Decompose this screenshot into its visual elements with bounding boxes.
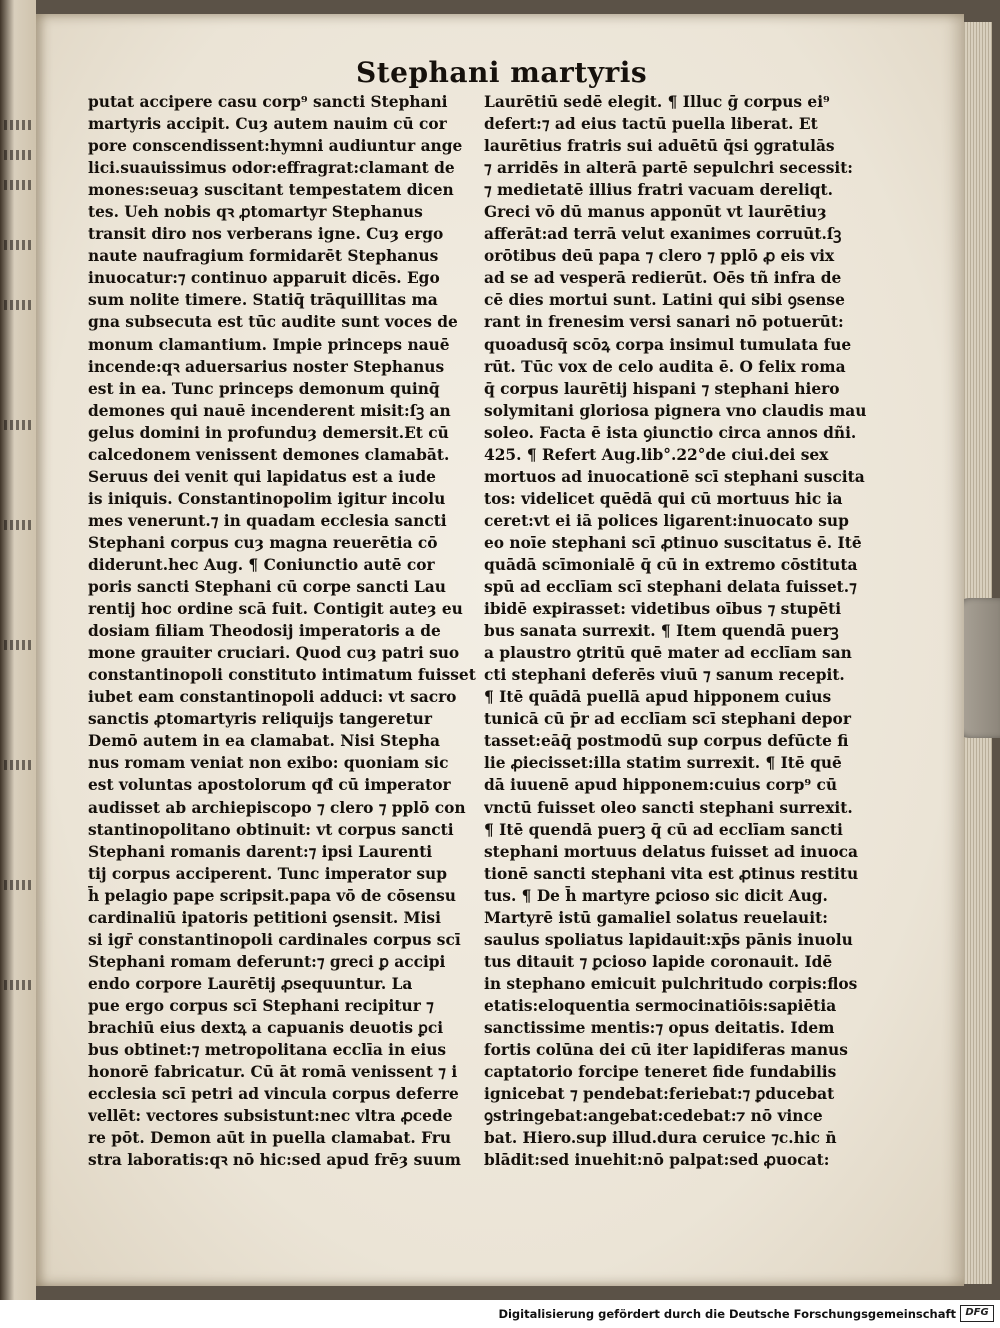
- text-line: mone grauiter cruciari. Quod cuȝ patri suo: [88, 644, 460, 663]
- text-line: re pōt. Demon aūt in puella clamabat. Fru: [88, 1129, 452, 1148]
- sliver-text-line: [4, 760, 34, 770]
- sliver-text-line: [4, 880, 34, 890]
- text-line: a plaustro ꝯtritū quē mater ad ecclīam san: [484, 644, 852, 663]
- text-line: cardinaliū ipatoris petitioni ꝯsensit. Misi: [88, 908, 441, 927]
- text-line: naute naufragium formidarēt Stephanus: [88, 247, 439, 266]
- text-line: vellēt: vectores subsistunt:nec vltra ꝓcede: [88, 1107, 453, 1126]
- text-line: putat accipere casu corp⁹ sancti Stephani: [88, 93, 448, 111]
- text-line: vnctū fuisset oleo sancti stephani surrexit.: [484, 798, 853, 817]
- running-head: Stephani martyris: [356, 56, 648, 89]
- text-line: laurētius fratris sui aduētū q̄si ꝯgratulās: [484, 137, 835, 156]
- text-line: diderunt.hec Aug. ¶ Coniunctio autē cor: [88, 555, 435, 574]
- text-line: afferāt:ad terrā velut exanimes corruūt.ſꝫ: [484, 225, 842, 244]
- text-line: etatis:eloquentia sermocinatiōis:sapiētia: [484, 996, 837, 1015]
- text-line: martyris accipit. Cuȝ autem nauim cū cor: [88, 115, 447, 134]
- sliver-text-line: [4, 120, 34, 130]
- text-line: bus sanata surrexit. ¶ Item quendā puerꝫ: [484, 622, 839, 641]
- text-line: poris sancti Stephani cū corpe sancti Lau: [88, 578, 446, 597]
- text-line: stra laboratis:qꝛ nō hic:sed apud frēȝ suum: [88, 1151, 461, 1170]
- text-line: orōtibus deū papa ⁊ clero ⁊ pplō ꝓ eis vix: [484, 247, 835, 266]
- text-line: Stephani romam deferunt:⁊ greci ꝑ accipi: [88, 952, 446, 971]
- text-line: nus romam veniat non exibo: quoniam sic: [88, 754, 449, 773]
- text-line: mortuos ad inuocationē scī stephani suscita: [484, 467, 865, 486]
- text-line: Demō autem in ea clamabat. Nisi Stepha: [88, 732, 441, 751]
- text-line: Laurētiū sedē elegit. ¶ Illuc ḡ corpus ei⁹: [484, 93, 830, 111]
- text-line: constantinopoli constituto intimatum fuisset: [88, 666, 476, 685]
- sliver-text-line: [4, 420, 34, 430]
- text-line: Stephani corpus cuȝ magna reuerētia cō: [88, 533, 438, 552]
- sliver-text-line: [4, 180, 34, 190]
- text-line: ꝯstringebat:angebat:cedebat:⁊ nō vince: [484, 1107, 823, 1126]
- text-line: inuocatur:⁊ continuo apparuit dicēs. Ego: [88, 269, 440, 288]
- text-line: si igr̄ constantinopoli cardinales corpus scī: [88, 930, 461, 949]
- text-line: Greci vō dū manus apponūt vt laurētiuȝ: [484, 203, 827, 222]
- text-line: brachiū eius dextꝝ a capuanis deuotis ꝑci: [88, 1018, 444, 1037]
- text-line: gna subsecuta est tūc audite sunt voces de: [88, 313, 458, 332]
- text-line: sanctissime mentis:⁊ opus deitatis. Idem: [484, 1018, 835, 1037]
- text-line: mones:seuaȝ suscitant tempestatem dicen: [88, 181, 454, 200]
- text-line: tij corpus acciperent. Tunc imperator sup: [88, 864, 448, 883]
- text-line: ⁊ arridēs in alterā partē sepulchri secessit:: [484, 159, 853, 178]
- text-line: pore conscendissent:hymni audiuntur ange: [88, 137, 463, 156]
- text-line: est in ea. Tunc princeps demonum quinq̄: [88, 379, 440, 398]
- text-line: ⁊ medietatē illius fratri vacuam dereliqt.: [484, 181, 834, 200]
- text-line: mes venerunt.⁊ in quadam ecclesia sancti: [88, 511, 447, 530]
- text-line: cē dies mortui sunt. Latini qui sibi ꝯsense: [484, 291, 845, 310]
- text-line: sanctis ꝓtomartyris reliquijs tangeretur: [88, 710, 432, 729]
- text-line: Martyrē istū gamaliel solatus reuelauit:: [484, 908, 828, 927]
- text-line: blādit:sed inuehit:nō palpat:sed ꝓuocat:: [484, 1151, 830, 1170]
- footer-credit: Digitalisierung gefördert durch die Deutsche Forschungsgemeinschaft: [498, 1307, 956, 1321]
- text-line: spū ad ecclīam scī stephani delata fuisset.⁊: [484, 578, 857, 597]
- text-line: cti stephani deferēs viuū ⁊ sanum recepit.: [484, 666, 845, 685]
- text-line: ceret:vt ei iā polices ligarent:inuocato sup: [484, 511, 849, 530]
- text-line: soleo. Facta ē ista ꝯiunctio circa annos dñi.: [484, 423, 857, 442]
- text-line: tes. Ueh nobis qꝛ ꝓtomartyr Stephanus: [88, 203, 423, 222]
- text-line: endo corpore Laurētij ꝓsequuntur. La: [88, 974, 413, 993]
- text-line: stantinopolitano obtinuit: vt corpus sancti: [88, 820, 454, 839]
- text-line: lici.suauissimus odor:effragrat:clamant de: [88, 159, 455, 178]
- text-line: Stephani romanis darent:⁊ ipsi Laurenti: [88, 842, 433, 861]
- text-line: ecclesia scī petri ad vincula corpus deferre: [88, 1085, 459, 1104]
- sliver-text-line: [4, 980, 34, 990]
- text-line: h̄ pelagio pape scripsit.papa vō de cōsensu: [88, 886, 456, 905]
- text-line: honorē fabricatur. Cū āt romā venissent ⁊ i: [88, 1063, 458, 1082]
- sliver-text-line: [4, 300, 34, 310]
- text-line: pue ergo corpus scī Stephani recipitur ⁊: [88, 996, 434, 1015]
- text-line: tus. ¶ De h̄ martyre ꝑcioso sic dicit Aug.: [484, 886, 828, 905]
- text-line: lie ꝓiecisset:illa statim surrexit. ¶ Itē quē: [484, 754, 842, 773]
- sliver-text-line: [4, 520, 34, 530]
- footer-bar: [0, 1300, 1000, 1328]
- text-line: tos: videlicet quēdā qui cū mortuus hic ia: [484, 489, 843, 508]
- text-line: rentij hoc ordine scā fuit. Contigit auteȝ eu: [88, 600, 463, 619]
- text-line: captatorio forcipe teneret fide fundabilis: [484, 1063, 837, 1082]
- text-line: dosiam filiam Theodosij imperatoris a de: [88, 622, 441, 641]
- text-line: tus ditauit ⁊ ꝑcioso lapide coronauit. Idē: [484, 952, 833, 971]
- text-line: ¶ Itē quādā puellā apud hipponem cuius: [484, 688, 832, 707]
- text-line: rant in frenesim versi sanari nō potuerūt:: [484, 313, 844, 332]
- dfg-logo: DFG: [960, 1305, 994, 1322]
- text-line: ad se ad vesperā redierūt. Oēs tñ infra de: [484, 269, 842, 288]
- text-line: calcedonem venissent demones clamabāt.: [88, 445, 450, 464]
- text-line: tionē sancti stephani vita est ꝓtinus restitu: [484, 864, 859, 883]
- text-line: 425. ¶ Refert Aug.lib°.22°de ciui.dei sex: [484, 445, 829, 464]
- text-line: sum nolite timere. Statiq̄ trāquillitas ma: [88, 291, 438, 310]
- text-line: tunicā cū p̄r ad ecclīam scī stephani depor: [484, 710, 851, 729]
- text-line: incende:qꝛ aduersarius noster Stephanus: [88, 357, 445, 376]
- text-line: quādā scīmonialē q̄ cū in extremo cōstituta: [484, 555, 858, 574]
- text-line: Seruus dei venit qui lapidatus est a iude: [88, 467, 436, 486]
- text-line: audisset ab archiepiscopo ⁊ clero ⁊ pplō con: [88, 798, 466, 817]
- text-line: quoadusq̄ scōꝝ corpa insimul tumulata fue: [484, 335, 852, 354]
- text-line: ibidē expirasset: videtibus oībus ⁊ stupēti: [484, 600, 842, 619]
- text-line: fortis colūna dei cū iter lapidiferas manus: [484, 1041, 848, 1060]
- text-line: tasset:eāq̄ postmodū sup corpus defūcte fi: [484, 732, 849, 751]
- text-line: dā iuuenē apud hipponem:cuius corp⁹ cū: [484, 776, 838, 795]
- left-text-column: [88, 91, 478, 1171]
- text-line: transit diro nos verberans igne. Cuȝ ergo: [88, 225, 444, 244]
- text-line: eo noīe stephani scī ꝓtinuo suscitatus ē. Itē: [484, 533, 862, 552]
- text-line: bat. Hiero.sup illud.dura ceruice ⁊c.hic n̄: [484, 1129, 837, 1148]
- text-line: ¶ Itē quendā puerꝫ q̄ cū ad ecclīam sancti: [484, 820, 843, 839]
- text-line: iubet eam constantinopoli adduci: vt sacro: [88, 688, 457, 707]
- text-line: stephani mortuus delatus fuisset ad inuoca: [484, 842, 858, 861]
- text-line: est voluntas apostolorum qđ cū imperator: [88, 776, 451, 795]
- text-line: solymitani gloriosa pignera vno claudis mau: [484, 401, 867, 420]
- left-page-sliver: [0, 0, 36, 1300]
- text-line: q̄ corpus laurētij hispani ⁊ stephani hiero: [484, 379, 840, 398]
- text-line: saulus spoliatus lapidauit:xp̄s pānis inuolu: [484, 930, 853, 949]
- sliver-text-line: [4, 150, 34, 160]
- text-line: in stephano emicuit pulchritudo corpis:flos: [484, 974, 858, 993]
- text-line: bus obtinet:⁊ metropolitana ecclīa in eius: [88, 1041, 447, 1060]
- text-line: monum clamantium. Impie princeps nauē: [88, 335, 450, 354]
- sliver-text-line: [4, 240, 34, 250]
- text-line: demones qui nauē incenderent misit:ſꝫ an: [88, 401, 451, 420]
- right-text-column: [484, 91, 876, 1171]
- sliver-text-line: [4, 640, 34, 650]
- text-line: defert:⁊ ad eius tactū puella liberat. Et: [484, 115, 818, 134]
- text-line: ignicebat ⁊ pendebat:feriebat:⁊ ꝑducebat: [484, 1085, 835, 1104]
- text-line: rūt. Tūc vox de celo audita ē. O felix roma: [484, 357, 846, 376]
- text-line: is iniquis. Constantinopolim igitur incolu: [88, 489, 446, 508]
- text-line: gelus domini in profunduȝ demersit.Et cū: [88, 423, 449, 442]
